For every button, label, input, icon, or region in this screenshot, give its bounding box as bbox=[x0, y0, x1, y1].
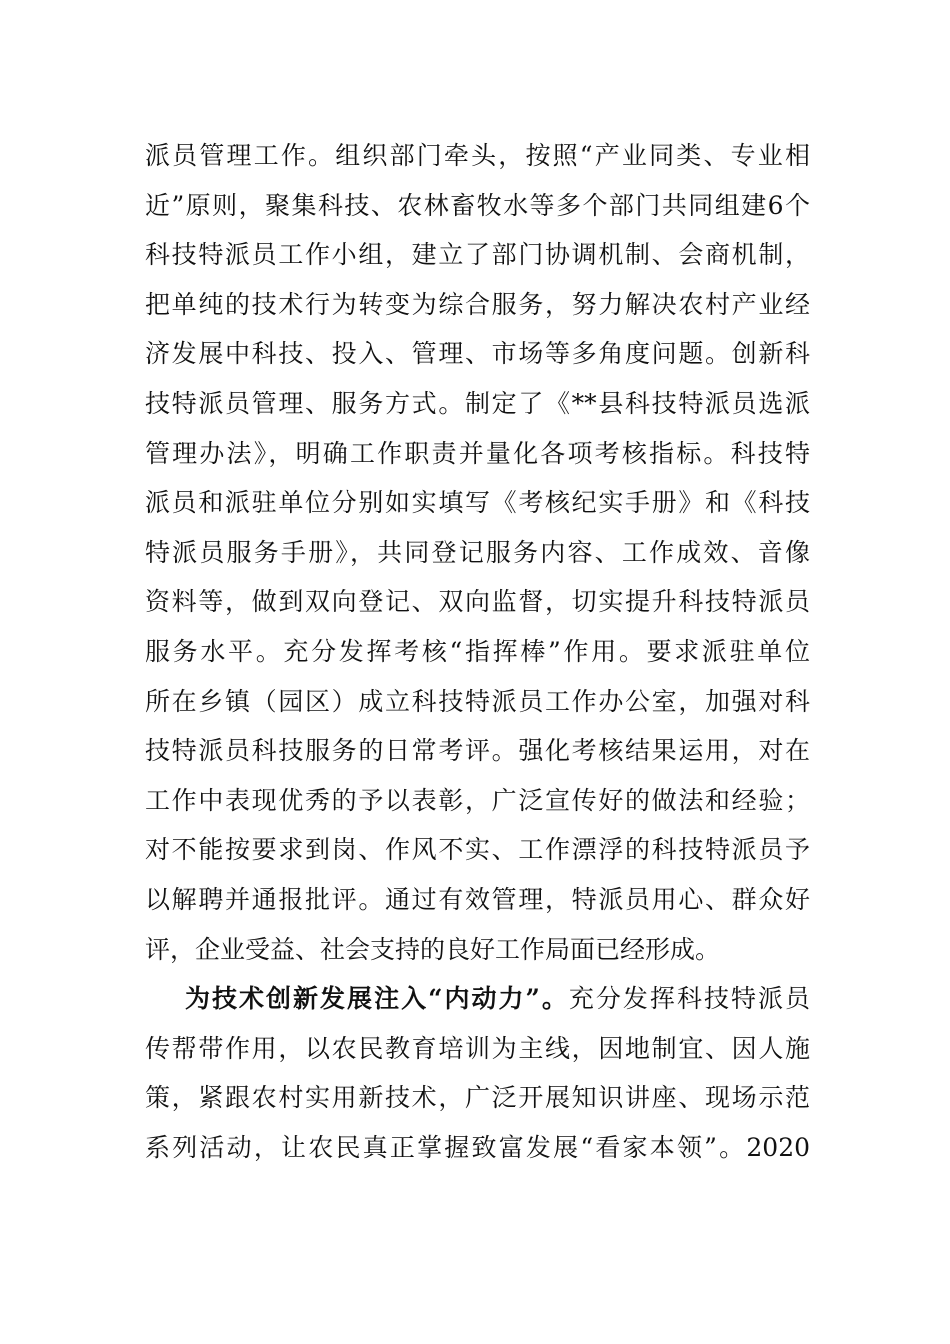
text-line: 策，紧跟农村实用新技术，广泛开展知识讲座、现场示范 bbox=[145, 1083, 810, 1113]
text-line: 技特派员科技服务的日常考评。强化考核结果运用，对在 bbox=[145, 736, 810, 766]
text-line: 系列活动，让农民真正掌握致富发展“看家本领”。2020 bbox=[145, 1132, 810, 1162]
text-line: 对不能按要求到岗、作风不实、工作漂浮的科技特派员予 bbox=[145, 835, 810, 865]
text-line: 派员和派驻单位分别如实填写《考核纪实手册》和《科技 bbox=[145, 488, 810, 518]
text-line: 济发展中科技、投入、管理、市场等多角度问题。创新科 bbox=[145, 339, 810, 369]
text-line: 所在乡镇（园区）成立科技特派员工作办公室，加强对科 bbox=[145, 686, 810, 716]
paragraph-first-line bbox=[145, 974, 810, 1024]
paragraph-innovation bbox=[145, 974, 810, 1172]
text-line: 技特派员管理、服务方式。制定了《**县科技特派员选派 bbox=[145, 388, 810, 418]
text-line: 服务水平。充分发挥考核“指挥棒”作用。要求派驻单位 bbox=[145, 636, 810, 666]
text-line: 把单纯的技术行为转变为综合服务，努力解决农村产业经 bbox=[145, 289, 810, 319]
text-line: 以解聘并通报批评。通过有效管理，特派员用心、群众好 bbox=[145, 884, 810, 914]
text-line: 评，企业受益、社会支持的良好工作局面已经形成。 bbox=[145, 934, 721, 964]
document-body bbox=[145, 131, 810, 1172]
text-line: 特派员服务手册》，共同登记服务内容、工作成效、音像 bbox=[145, 537, 810, 567]
paragraph-management bbox=[145, 131, 810, 974]
text-line: 资料等，做到双向登记、双向监督，切实提升科技特派员 bbox=[145, 587, 810, 617]
text-line: 科技特派员工作小组，建立了部门协调机制、会商机制， bbox=[145, 240, 810, 270]
text-line: 派员管理工作。组织部门牵头，按照“产业同类、专业相 bbox=[145, 141, 810, 170]
heading-continuation: 充分发挥科技特派员 bbox=[568, 984, 810, 1014]
text-line: 传帮带作用，以农民教育培训为主线，因地制宜、因人施 bbox=[145, 1033, 810, 1063]
text-line: 工作中表现优秀的予以表彰，广泛宣传好的做法和经验； bbox=[145, 785, 810, 815]
text-line: 近”原则，聚集科技、农林畜牧水等多个部门共同组建6个 bbox=[145, 190, 810, 220]
paragraph-heading: 为技术创新发展注入“内动力”。 bbox=[185, 984, 569, 1014]
text-line: 管理办法》，明确工作职责并量化各项考核指标。科技特 bbox=[145, 438, 810, 468]
